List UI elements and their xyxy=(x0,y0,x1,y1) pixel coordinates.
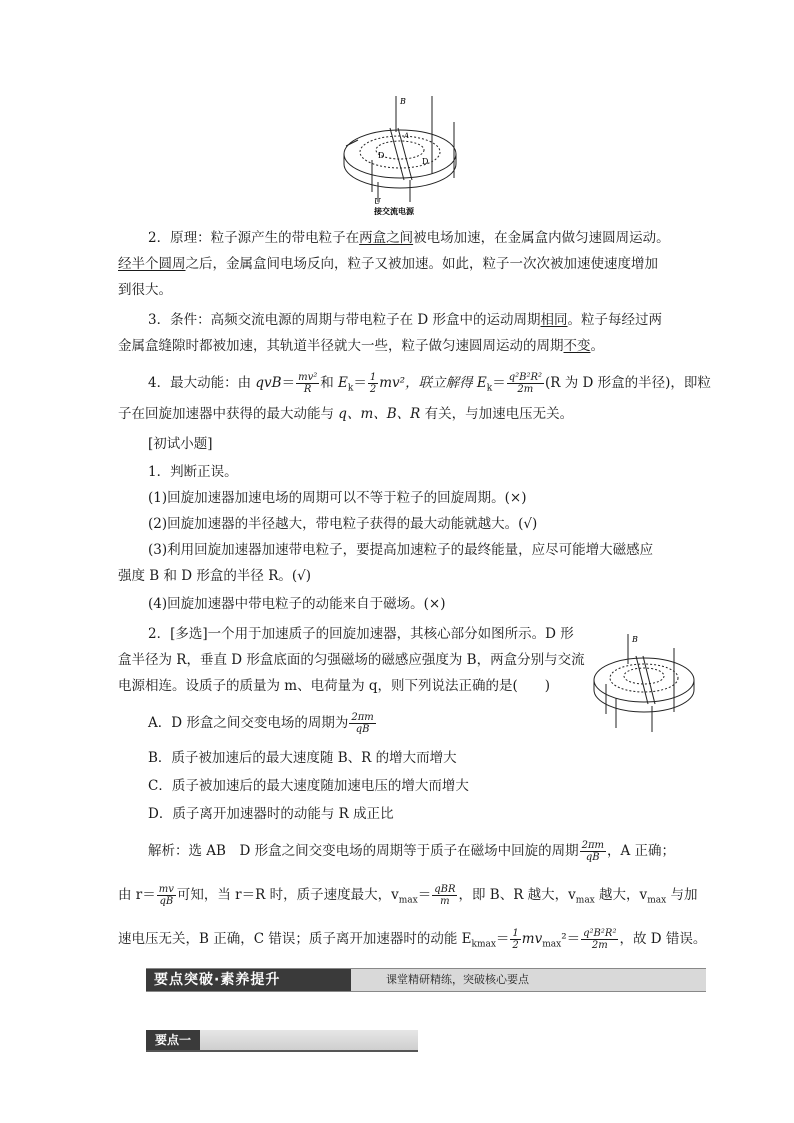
solution-fraction4 xyxy=(510,928,520,951)
cyclotron-figure-small xyxy=(588,628,700,740)
radius-note: (R 为 D 形盒的半径)，即粒 xyxy=(545,375,711,391)
frac-den: R xyxy=(303,384,312,395)
vmax-sub3: max xyxy=(647,895,667,906)
fig1-label-d2: D xyxy=(422,157,429,166)
frac-num2: 1 xyxy=(369,372,377,383)
and-text: 和 xyxy=(320,375,339,391)
eq-sign2: ＝ xyxy=(353,375,367,391)
option-c: C．质子被加速后的最大速度随加速电压的增大而增大 xyxy=(148,778,469,794)
keypoint-header xyxy=(146,1030,418,1052)
vmax-sub2: max xyxy=(575,895,595,906)
solution-text4: 可知，当 r＝R 时，质子速度最大，v xyxy=(176,887,399,903)
solution-text5: ，即 B、R 越大，v xyxy=(458,887,576,903)
eq-sign: ＝ xyxy=(281,375,296,391)
max-energy-text2: 子在回旋加速器中获得的最大动能与 xyxy=(118,406,339,422)
banner-subtitle: 课堂精研精练，突破核心要点 xyxy=(386,973,529,986)
ekmax-sub: kmax xyxy=(471,939,496,950)
max-energy-line2 xyxy=(118,404,573,424)
frac-den6: qB xyxy=(159,896,174,907)
frac-num8: 1 xyxy=(512,928,519,939)
ek-symbol: E xyxy=(338,375,348,391)
frac-den2: 2 xyxy=(369,384,377,395)
option-d: D．质子离开加速器时的动能与 R 成正比 xyxy=(148,806,394,822)
condition-underline1: 相同 xyxy=(540,312,568,328)
frac-num5: 2πm xyxy=(581,840,604,851)
ek-symbol2: E xyxy=(476,375,487,391)
eq-sign5: ＝ xyxy=(495,931,510,947)
max-energy-text3: 有关，与加速电压无关。 xyxy=(420,406,574,422)
keypoint-label: 要点一 xyxy=(146,1030,200,1050)
solution-fraction3 xyxy=(432,884,457,907)
option-a-fraction xyxy=(349,712,375,735)
solution-text: 解析：选 AB D 形盒之间交变电场的周期等于质子在磁场中回旋的周期 xyxy=(148,843,579,859)
principle-text2: 被电场加速，在金属盒内做匀速圆周运动。 xyxy=(413,230,670,246)
quiz-s1: (1)回旋加速器加速电场的周期可以不等于粒子的回旋周期。(×) xyxy=(148,490,527,506)
solution-text3: 由 r＝ xyxy=(118,887,156,903)
quiz-q2b: 盒半径为 R，垂直 D 形盒底面的匀强磁场的磁感应强度为 B，两盒分别与交流 xyxy=(118,652,585,668)
frac-num7: qBR xyxy=(434,884,456,895)
condition-underline2: 不变 xyxy=(563,338,591,354)
variables-text: q、m、B、R xyxy=(338,406,421,422)
mv-text: mv xyxy=(521,931,543,947)
quiz-s3a: (3)利用回旋加速器加速带电粒子，要提高加速粒子的最终能量，应尽可能增大磁感应 xyxy=(148,542,654,558)
principle-underline2: 经半个圆周 xyxy=(118,256,186,272)
condition-text3: 金属盒缝隙时都被加速，其轨道半径就大一些，粒子做匀速圆周运动的周期 xyxy=(118,338,564,354)
fig1-label-b: B xyxy=(400,97,406,106)
solution-text9: ，故 D 错误。 xyxy=(619,931,707,947)
frac-num4: 2πm xyxy=(351,712,374,723)
frac-num6: mv xyxy=(158,884,174,895)
solution-line3 xyxy=(118,928,706,955)
solution-line2 xyxy=(118,884,697,911)
option-b: B．质子被加速后的最大速度随 B、R 的增大而增大 xyxy=(148,750,457,766)
solution-text7: 与加 xyxy=(666,887,698,903)
frac-num9: q²B²R² xyxy=(583,928,617,939)
principle-underline1: 两盒之间 xyxy=(359,230,414,246)
condition-text4: 。 xyxy=(590,338,604,354)
quiz-heading: [初试小题] xyxy=(148,436,213,452)
option-a xyxy=(148,712,377,735)
solution-fraction1 xyxy=(580,840,606,863)
max-energy-text: 4．最大动能：由 xyxy=(148,375,256,391)
condition-line2 xyxy=(118,336,604,356)
formula-qvb: qvB xyxy=(255,375,282,391)
squared-eq: ²＝ xyxy=(561,931,581,947)
frac-den4: qB xyxy=(355,724,370,735)
solution-text6: 越大，v xyxy=(594,887,648,903)
cyclotron-figure xyxy=(330,92,470,216)
solution-text8: 速电压无关，B 正确，C 错误；质子离开加速器时的动能 E xyxy=(118,931,472,947)
frac-den5: qB xyxy=(585,852,600,863)
fraction-half xyxy=(368,372,378,395)
principle-text: 2．原理：粒子源产生的带电粒子在 xyxy=(148,230,360,246)
principle-line3: 到很大。 xyxy=(118,282,172,298)
fig1-label-u: U xyxy=(374,197,381,206)
quiz-q2c: 电源相连。设质子的质量为 m、电荷量为 q，则下列说法正确的是( ) xyxy=(118,678,551,694)
frac-den8: 2 xyxy=(512,940,519,951)
solution-line1 xyxy=(148,840,675,863)
section-banner xyxy=(146,968,706,992)
quiz-q1: 1．判断正误。 xyxy=(148,464,238,480)
vmax-sub: max xyxy=(398,895,418,906)
solution-fraction5 xyxy=(581,928,618,951)
vmax-sub4: max xyxy=(542,939,562,950)
quiz-s2: (2)回旋加速器的半径越大，带电粒子获得的最大动能就越大。(√) xyxy=(148,516,538,532)
eq-sign3: ＝ xyxy=(492,375,506,391)
quiz-s3b: 强度 B 和 D 形盒的半径 R。(√) xyxy=(118,568,312,584)
fraction-mv2-r xyxy=(296,372,319,395)
fig1-caption: 接交流电源 xyxy=(374,206,414,216)
principle-line2 xyxy=(118,254,658,274)
eq-sign4: ＝ xyxy=(417,887,432,903)
principle-text3: 之后，金属盒间电场反向，粒子又被加速。如此，粒子一次次被加速使速度增加 xyxy=(185,256,658,272)
fig2-label-b: B xyxy=(632,635,638,644)
frac-den9: 2m xyxy=(591,940,608,951)
quiz-s4: (4)回旋加速器中带电粒子的动能来自于磁场。(×) xyxy=(148,596,446,612)
principle-line1 xyxy=(148,228,670,248)
option-a-text: A．D 形盒之间交变电场的周期为 xyxy=(148,715,349,731)
mv2-text: mv²，联立解得 xyxy=(379,375,477,391)
ek-sub2: k xyxy=(486,383,493,394)
fig1-label-a: A xyxy=(404,132,410,140)
condition-text: 3．条件：高频交流电源的周期与带电粒子在 D 形盒中的运动周期 xyxy=(148,312,541,328)
quiz-q2a: 2．[多选]一个用于加速质子的回旋加速器，其核心部分如图所示。D 形 xyxy=(148,626,574,642)
max-energy-line1 xyxy=(148,372,711,399)
fig1-label-d1: D xyxy=(378,151,385,160)
condition-line1 xyxy=(148,310,662,330)
frac-num3: q²B²R² xyxy=(508,372,543,383)
ek-sub: k xyxy=(347,383,354,394)
fraction-ek xyxy=(507,372,544,395)
frac-den7: m xyxy=(440,896,450,907)
solution-text2: ，A 正确； xyxy=(607,843,676,859)
banner-title: 要点突破·素养提升 xyxy=(146,969,351,991)
frac-num: mv² xyxy=(298,372,318,383)
condition-text2: 。粒子每经过两 xyxy=(567,312,662,328)
solution-fraction2 xyxy=(157,884,176,907)
frac-den3: 2m xyxy=(517,384,534,395)
